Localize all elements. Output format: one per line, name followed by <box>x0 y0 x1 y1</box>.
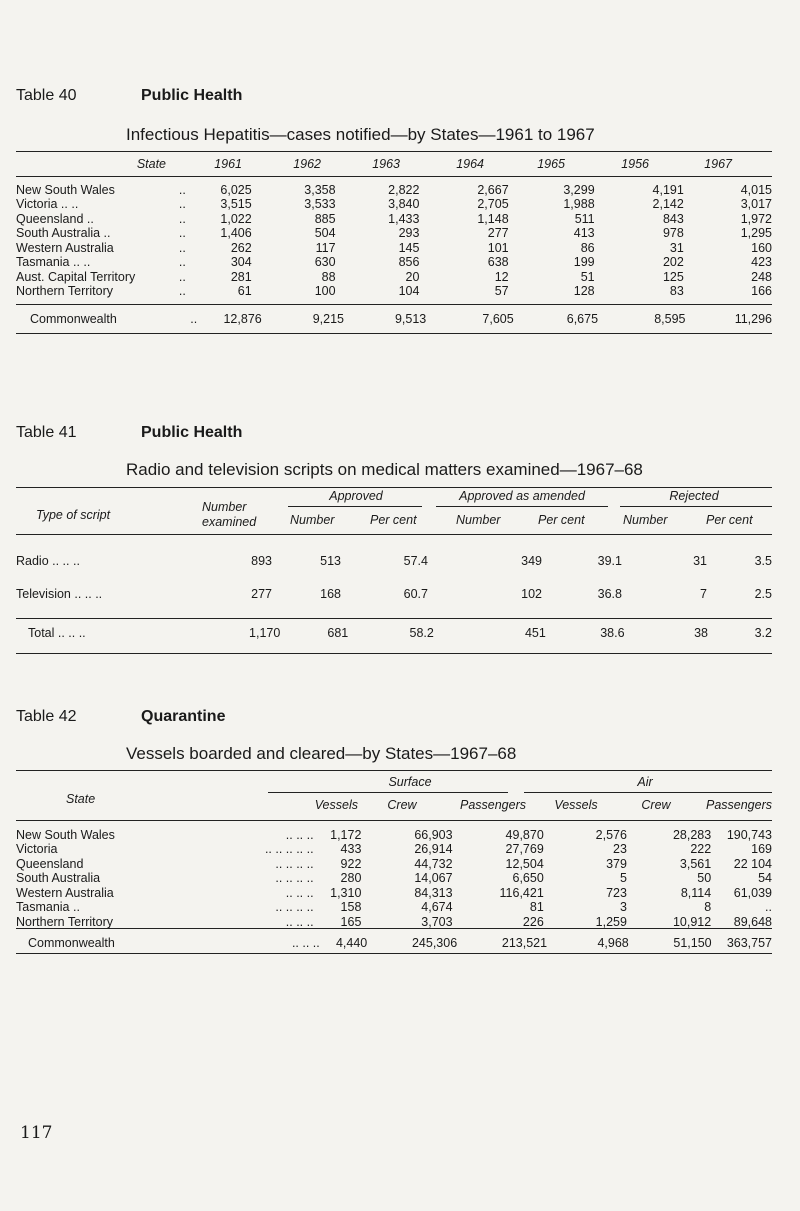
cell-value: 1,433 <box>388 211 420 226</box>
cell-value: 9,513 <box>394 312 427 327</box>
cell-value: 349 <box>521 553 542 568</box>
state-name: South Australia .. <box>16 226 111 240</box>
cell-value: 60.7 <box>403 586 428 601</box>
cell-value: 4,968 <box>597 936 629 951</box>
top-rule <box>16 487 772 488</box>
cell-value: 88 <box>321 269 336 284</box>
group-air: Air <box>637 775 653 789</box>
cell-value: 23 <box>613 842 627 856</box>
state-name: Victoria .. .. <box>16 197 79 211</box>
cell-value: 61,039 <box>733 885 772 900</box>
group-rule <box>524 792 772 793</box>
leader-dots: .. <box>178 197 186 211</box>
table-row <box>16 227 772 242</box>
cell-value: 379 <box>606 856 627 871</box>
table-41-subtitle: Radio and television scripts on medical matters examined—1967–68 <box>126 460 643 479</box>
cell-value: 423 <box>751 255 772 269</box>
group-surface: Surface <box>388 775 432 789</box>
sub-number: Number <box>456 513 501 527</box>
cell-value: 128 <box>573 284 595 298</box>
group-rule <box>268 792 508 793</box>
table-row <box>16 212 772 227</box>
table-row <box>16 872 772 887</box>
cell-value: 922 <box>340 856 362 871</box>
table-40-header <box>16 158 772 172</box>
cell-value: 202 <box>662 255 684 269</box>
header-rule <box>16 820 772 821</box>
cell-value: 20 <box>405 269 420 284</box>
bottom-rule <box>16 333 772 334</box>
script-type: Television .. .. .. <box>16 586 103 601</box>
cell-value: 36.8 <box>597 586 622 601</box>
cell-value: 2,667 <box>477 182 509 197</box>
cell-value: 363,757 <box>726 936 772 951</box>
col-1963: 1963 <box>372 157 400 171</box>
cell-value: 1,259 <box>595 914 627 929</box>
script-type: Radio .. .. .. <box>16 553 80 568</box>
sub-passengers: Passengers <box>459 798 526 812</box>
cell-value: 277 <box>487 226 509 240</box>
table-row <box>16 545 772 578</box>
cell-value: 6,675 <box>566 312 599 327</box>
header-row <box>16 158 772 172</box>
col-state: State <box>136 157 166 171</box>
cell-value: 89,648 <box>733 914 772 929</box>
col-1961: 1961 <box>214 157 242 171</box>
cell-value: 100 <box>314 284 336 298</box>
script-type: Total .. .. .. <box>28 626 86 641</box>
cell-value: 38 <box>694 626 708 641</box>
cell-value: 104 <box>398 284 420 298</box>
cell-value: 8 <box>704 900 712 914</box>
table-row <box>16 198 772 213</box>
leader-dots: .. .. .. <box>291 936 320 951</box>
top-rule <box>16 770 772 771</box>
group-approved-as-amended: Approved as amended <box>459 489 585 503</box>
table-number: Table 40 <box>16 87 77 104</box>
cell-value: 4,440 <box>335 936 368 951</box>
col-1962: 1962 <box>293 157 321 171</box>
col-1967: 1967 <box>704 157 732 171</box>
group-rejected: Rejected <box>669 489 719 503</box>
cell-value: 893 <box>251 553 272 568</box>
cell-value: 1,172 <box>330 827 362 842</box>
table-row <box>16 901 772 916</box>
cell-value: 58.2 <box>409 626 434 641</box>
cell-value: 5 <box>619 871 627 885</box>
group-rule <box>288 506 422 507</box>
state-name: Tasmania .. <box>16 900 80 914</box>
cell-value: 1,988 <box>563 197 595 211</box>
table-row <box>16 828 772 843</box>
cell-value: 49,870 <box>505 827 544 842</box>
cell-value: 3,703 <box>421 914 453 929</box>
table-name: Quarantine <box>141 708 226 725</box>
table-number: Table 42 <box>16 708 77 725</box>
cell-value: 723 <box>606 885 627 900</box>
cell-value: 3 <box>619 900 627 914</box>
cell-value: 39.1 <box>597 553 622 568</box>
bottom-rule <box>16 953 772 954</box>
cell-value: 856 <box>398 255 420 269</box>
leader-dots: .. <box>178 255 186 269</box>
cell-value: 26,914 <box>414 842 453 856</box>
state-name: New South Wales <box>16 182 115 197</box>
leader-dots: .. .. .. .. <box>275 871 314 885</box>
cell-value: 22 104 <box>733 856 772 871</box>
cell-value: 3.5 <box>754 553 772 568</box>
sub-crew: Crew <box>387 798 417 812</box>
state-name: Queensland .. <box>16 211 94 226</box>
total-row <box>16 626 772 642</box>
sub-vessels: Vessels <box>314 798 358 812</box>
group-rule <box>436 506 608 507</box>
cell-value: 3,515 <box>220 197 252 211</box>
cell-value: 638 <box>487 255 509 269</box>
cell-value: 51 <box>580 269 595 284</box>
cell-value: 4,191 <box>652 182 684 197</box>
cell-value: 61 <box>237 284 252 298</box>
col-1964: 1964 <box>456 157 484 171</box>
cell-value: .. <box>765 900 772 914</box>
bottom-rule <box>16 653 772 654</box>
cell-value: 1,170 <box>249 626 281 641</box>
page-number: 117 <box>20 1123 53 1143</box>
cell-value: 11,296 <box>734 312 772 327</box>
cell-value: 166 <box>751 284 772 298</box>
cell-value: 2.5 <box>754 586 772 601</box>
cell-value: 1,295 <box>740 226 772 240</box>
cell-value: 277 <box>251 586 272 601</box>
table-42-subtitle: Vessels boarded and cleared—by States—1967–68 <box>126 744 517 763</box>
sub-crew: Crew <box>641 798 671 812</box>
table-name: Public Health <box>141 424 243 441</box>
cell-value: 2,822 <box>388 182 420 197</box>
cell-value: 293 <box>398 226 420 240</box>
table-row <box>16 256 772 271</box>
cell-value: 190,743 <box>726 827 772 842</box>
cell-value: 1,406 <box>220 226 252 240</box>
leader-dots: .. .. .. <box>285 885 314 900</box>
state-name: Northern Territory <box>16 284 114 298</box>
cell-value: 3,299 <box>563 182 595 197</box>
table-40-total <box>16 312 772 328</box>
cell-value: 1,310 <box>330 885 362 900</box>
cell-value: 6,025 <box>220 182 252 197</box>
state-name: Tasmania .. .. <box>16 255 91 269</box>
leader-dots: .. .. .. <box>285 827 314 842</box>
leader-dots: .. .. .. .. .. <box>264 842 314 856</box>
cell-value: 14,067 <box>414 871 453 885</box>
cell-value: 7 <box>700 586 707 601</box>
leader-dots: .. <box>190 312 198 327</box>
cell-value: 4,015 <box>740 182 772 197</box>
table-row <box>16 183 772 198</box>
table-row <box>16 886 772 901</box>
cell-value: 54 <box>758 871 772 885</box>
cell-value: 245,306 <box>411 936 458 951</box>
cell-value: 2,142 <box>652 197 684 211</box>
cell-value: 630 <box>314 255 336 269</box>
table-41-body <box>16 545 772 611</box>
state-name: Western Australia <box>16 240 114 255</box>
leader-dots: .. <box>178 240 186 255</box>
cell-value: 6,650 <box>512 871 544 885</box>
cell-value: 57.4 <box>403 553 428 568</box>
total-rule <box>16 304 772 305</box>
top-rule <box>16 151 772 152</box>
cell-value: 885 <box>314 211 336 226</box>
table-row <box>16 578 772 611</box>
table-row <box>16 285 772 300</box>
state-name: Northern Territory <box>16 914 114 929</box>
cell-value: 2,576 <box>595 827 627 842</box>
state-name: Commonwealth <box>30 312 117 327</box>
cell-value: 116,421 <box>499 885 544 900</box>
cell-value: 213,521 <box>501 936 548 951</box>
table-row <box>16 270 772 285</box>
table-number: Table 41 <box>16 424 77 441</box>
cell-value: 451 <box>524 626 546 641</box>
group-approved: Approved <box>329 489 383 503</box>
cell-value: 117 <box>315 240 336 255</box>
cell-value: 12 <box>494 269 509 284</box>
state-name: Commonwealth <box>28 936 115 951</box>
cell-value: 280 <box>340 871 362 885</box>
sub-vessels: Vessels <box>554 798 598 812</box>
state-name: Queensland <box>16 856 84 871</box>
sub-number: Number <box>623 513 668 527</box>
cell-value: 12,876 <box>223 312 262 327</box>
cell-value: 3,561 <box>679 856 712 871</box>
col-number-examined: Number examined <box>202 500 257 529</box>
cell-value: 84,313 <box>414 885 453 900</box>
state-name: Aust. Capital Territory <box>16 269 136 284</box>
subheader-row <box>16 799 772 813</box>
table-40-subtitle: Infectious Hepatitis—cases notified—by States—1961 to 1967 <box>126 125 595 144</box>
cell-value: 31 <box>669 240 684 255</box>
sub-passengers: Passengers <box>705 798 772 812</box>
cell-value: 304 <box>230 255 252 269</box>
leader-dots: .. <box>178 211 186 226</box>
cell-value: 145 <box>398 240 420 255</box>
cell-value: 248 <box>751 269 772 284</box>
total-rule <box>16 928 772 929</box>
cell-value: 125 <box>662 269 684 284</box>
state-name: Western Australia <box>16 885 114 900</box>
cell-value: 12,504 <box>505 856 544 871</box>
cell-value: 38.6 <box>600 626 625 641</box>
cell-value: 86 <box>580 240 595 255</box>
cell-value: 8,114 <box>680 885 712 900</box>
cell-value: 226 <box>522 914 544 929</box>
col-1965: 1965 <box>537 157 565 171</box>
cell-value: 44,732 <box>414 856 453 871</box>
cell-value: 10,912 <box>672 914 712 929</box>
sub-per-cent: Per cent <box>706 513 753 527</box>
cell-value: 513 <box>320 553 341 568</box>
header-rule <box>16 176 772 177</box>
cell-value: 2,705 <box>477 197 509 211</box>
cell-value: 4,674 <box>421 900 453 914</box>
cell-value: 101 <box>487 240 509 255</box>
total-rule <box>16 618 772 619</box>
leader-dots: .. <box>178 284 186 298</box>
leader-dots: .. .. .. .. <box>275 900 314 914</box>
table-41-total <box>16 626 772 642</box>
total-row <box>16 936 772 952</box>
cell-value: 51,150 <box>673 936 712 951</box>
cell-value: 50 <box>697 871 712 885</box>
cell-value: 413 <box>573 226 595 240</box>
cell-value: 31 <box>693 553 707 568</box>
cell-value: 66,903 <box>414 827 453 842</box>
leader-dots: .. <box>178 269 186 284</box>
total-row <box>16 312 772 328</box>
cell-value: 28,283 <box>672 827 712 842</box>
cell-value: 262 <box>230 240 252 255</box>
group-rule <box>620 506 772 507</box>
cell-value: 222 <box>690 842 712 856</box>
col-1956: 1956 <box>621 157 649 171</box>
leader-dots: .. <box>178 226 186 240</box>
sub-per-cent: Per cent <box>370 513 417 527</box>
cell-value: 281 <box>230 269 252 284</box>
cell-value: 102 <box>521 586 542 601</box>
cell-value: 158 <box>340 900 362 914</box>
cell-value: 1,972 <box>740 211 772 226</box>
cell-value: 1,148 <box>477 211 509 226</box>
cell-value: 843 <box>662 211 684 226</box>
cell-value: 8,595 <box>654 312 686 327</box>
table-row <box>16 241 772 256</box>
leader-dots: .. .. .. <box>285 914 314 929</box>
state-name: New South Wales <box>16 827 115 842</box>
cell-value: 504 <box>314 226 336 240</box>
table-row <box>16 857 772 872</box>
cell-value: 3,533 <box>304 197 336 211</box>
cell-value: 1,022 <box>220 211 252 226</box>
cell-value: 57 <box>494 284 509 298</box>
cell-value: 81 <box>529 900 544 914</box>
table-42-subheader <box>16 799 772 813</box>
cell-value: 169 <box>751 842 772 856</box>
table-42-body <box>16 828 772 930</box>
cell-value: 27,769 <box>505 842 544 856</box>
cell-value: 978 <box>662 226 684 240</box>
state-name: Victoria <box>16 842 58 856</box>
cell-value: 83 <box>669 284 684 298</box>
sub-number: Number <box>290 513 335 527</box>
cell-value: 160 <box>751 240 772 255</box>
cell-value: 681 <box>327 626 349 641</box>
cell-value: 3.2 <box>754 626 772 641</box>
cell-value: 168 <box>320 586 341 601</box>
table-row <box>16 843 772 858</box>
leader-dots: .. <box>178 182 186 197</box>
table-name: Public Health <box>141 87 243 104</box>
table-40-body <box>16 183 772 299</box>
cell-value: 3,840 <box>388 197 420 211</box>
cell-value: 511 <box>574 211 595 226</box>
cell-value: 433 <box>340 842 362 856</box>
header-rule <box>16 534 772 535</box>
cell-value: 3,017 <box>740 197 772 211</box>
table-42-total <box>16 936 772 952</box>
leader-dots: .. .. .. .. <box>275 856 314 871</box>
cell-value: 165 <box>340 914 362 929</box>
sub-per-cent: Per cent <box>538 513 585 527</box>
cell-value: 7,605 <box>482 312 514 327</box>
cell-value: 199 <box>573 255 595 269</box>
state-name: South Australia <box>16 871 101 885</box>
col-type-of-script: Type of script <box>36 508 111 522</box>
cell-value: 3,358 <box>304 182 336 197</box>
col-state: State <box>66 792 96 806</box>
cell-value: 9,215 <box>312 312 344 327</box>
